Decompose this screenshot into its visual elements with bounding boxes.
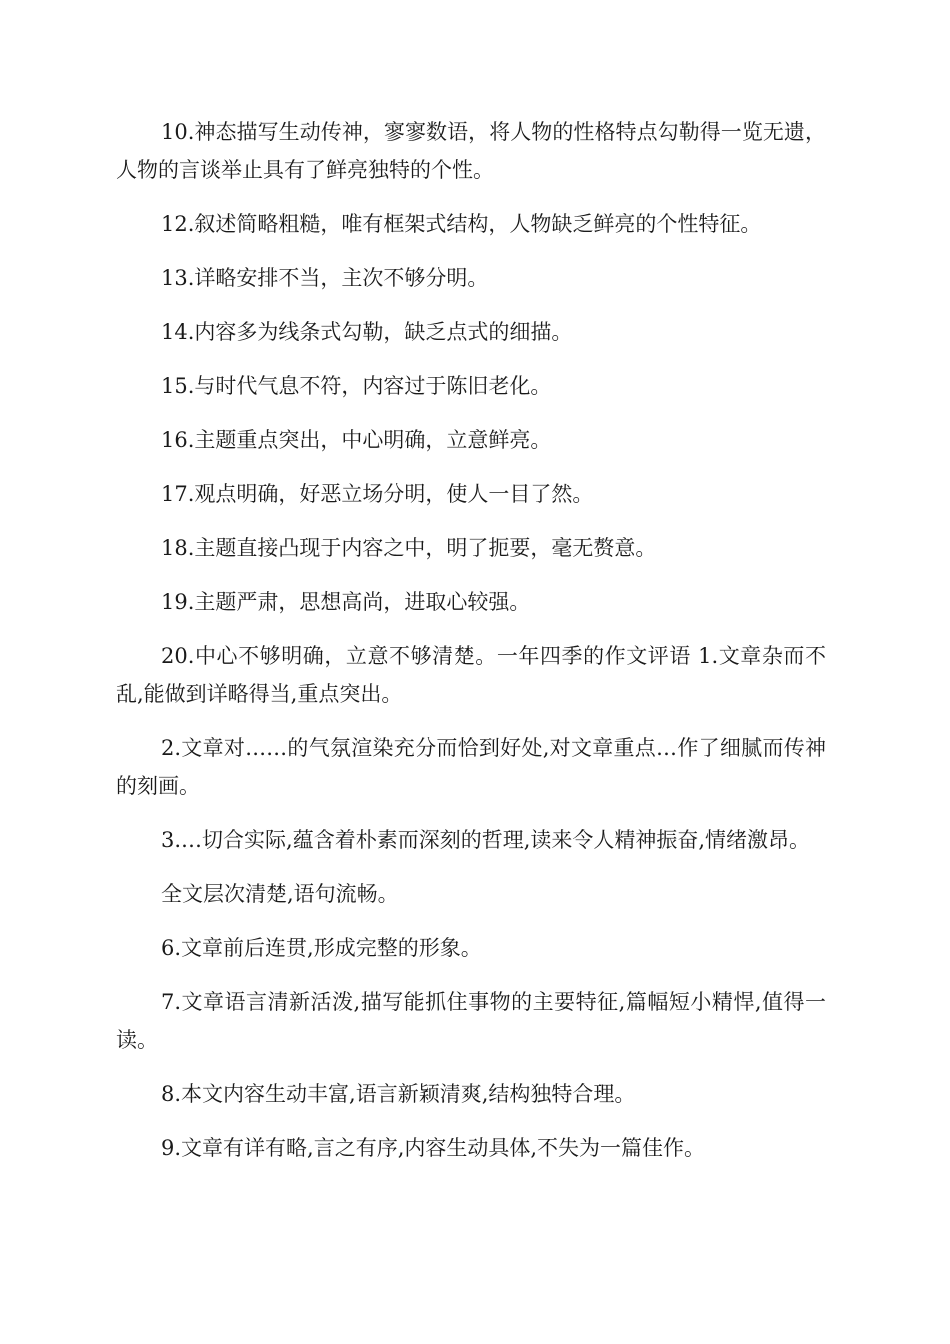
- paragraph-16: 16.主题重点突出，中心明确，立意鲜亮。: [161, 428, 552, 452]
- paragraph-9: 9.文章有详有略,言之有序,内容生动具体,不失为一篇佳作。: [161, 1136, 706, 1160]
- paragraph-13: 13.详略安排不当，主次不够分明。: [161, 266, 489, 290]
- paragraph-8: 8.本文内容生动丰富,语言新颖清爽,结构独特合理。: [161, 1082, 636, 1106]
- paragraph-2: 2.文章对……的气氛渲染充分而恰到好处,对文章重点…作了细腻而传神的刻画。: [116, 736, 826, 798]
- paragraph-17: 17.观点明确，好恶立场分明，使人一目了然。: [161, 482, 594, 506]
- paragraph-19: 19.主题严肃，思想高尚，进取心较强。: [161, 590, 531, 614]
- paragraph-20: 20.中心不够明确，立意不够清楚。一年四季的作文评语 1.文章杂而不乱,能做到详略得当,重点突出。: [116, 644, 826, 706]
- paragraph-14: 14.内容多为线条式勾勒，缺乏点式的细描。: [161, 320, 573, 344]
- paragraph-10: 10.神态描写生动传神，寥寥数语，将人物的性格特点勾勒得一览无遗，人物的言谈举止具有了鲜亮独特的个性。: [116, 120, 826, 182]
- paragraph-3: 3.…切合实际,蕴含着朴素而深刻的哲理,读来令人精神振奋,情绪激昂。: [161, 828, 811, 852]
- paragraph-7: 7.文章语言清新活泼,描写能抓住事物的主要特征,篇幅短小精悍,值得一读。: [116, 990, 826, 1052]
- paragraph-structure: 全文层次清楚,语句流畅。: [161, 882, 399, 906]
- paragraph-18: 18.主题直接凸现于内容之中，明了扼要，毫无赘意。: [161, 536, 657, 560]
- document-body: [116, 113, 826, 1183]
- paragraph-15: 15.与时代气息不符，内容过于陈旧老化。: [161, 374, 552, 398]
- paragraph-12: 12.叙述简略粗糙，唯有框架式结构，人物缺乏鲜亮的个性特征。: [161, 212, 762, 236]
- paragraph-6: 6.文章前后连贯,形成完整的形象。: [161, 936, 482, 960]
